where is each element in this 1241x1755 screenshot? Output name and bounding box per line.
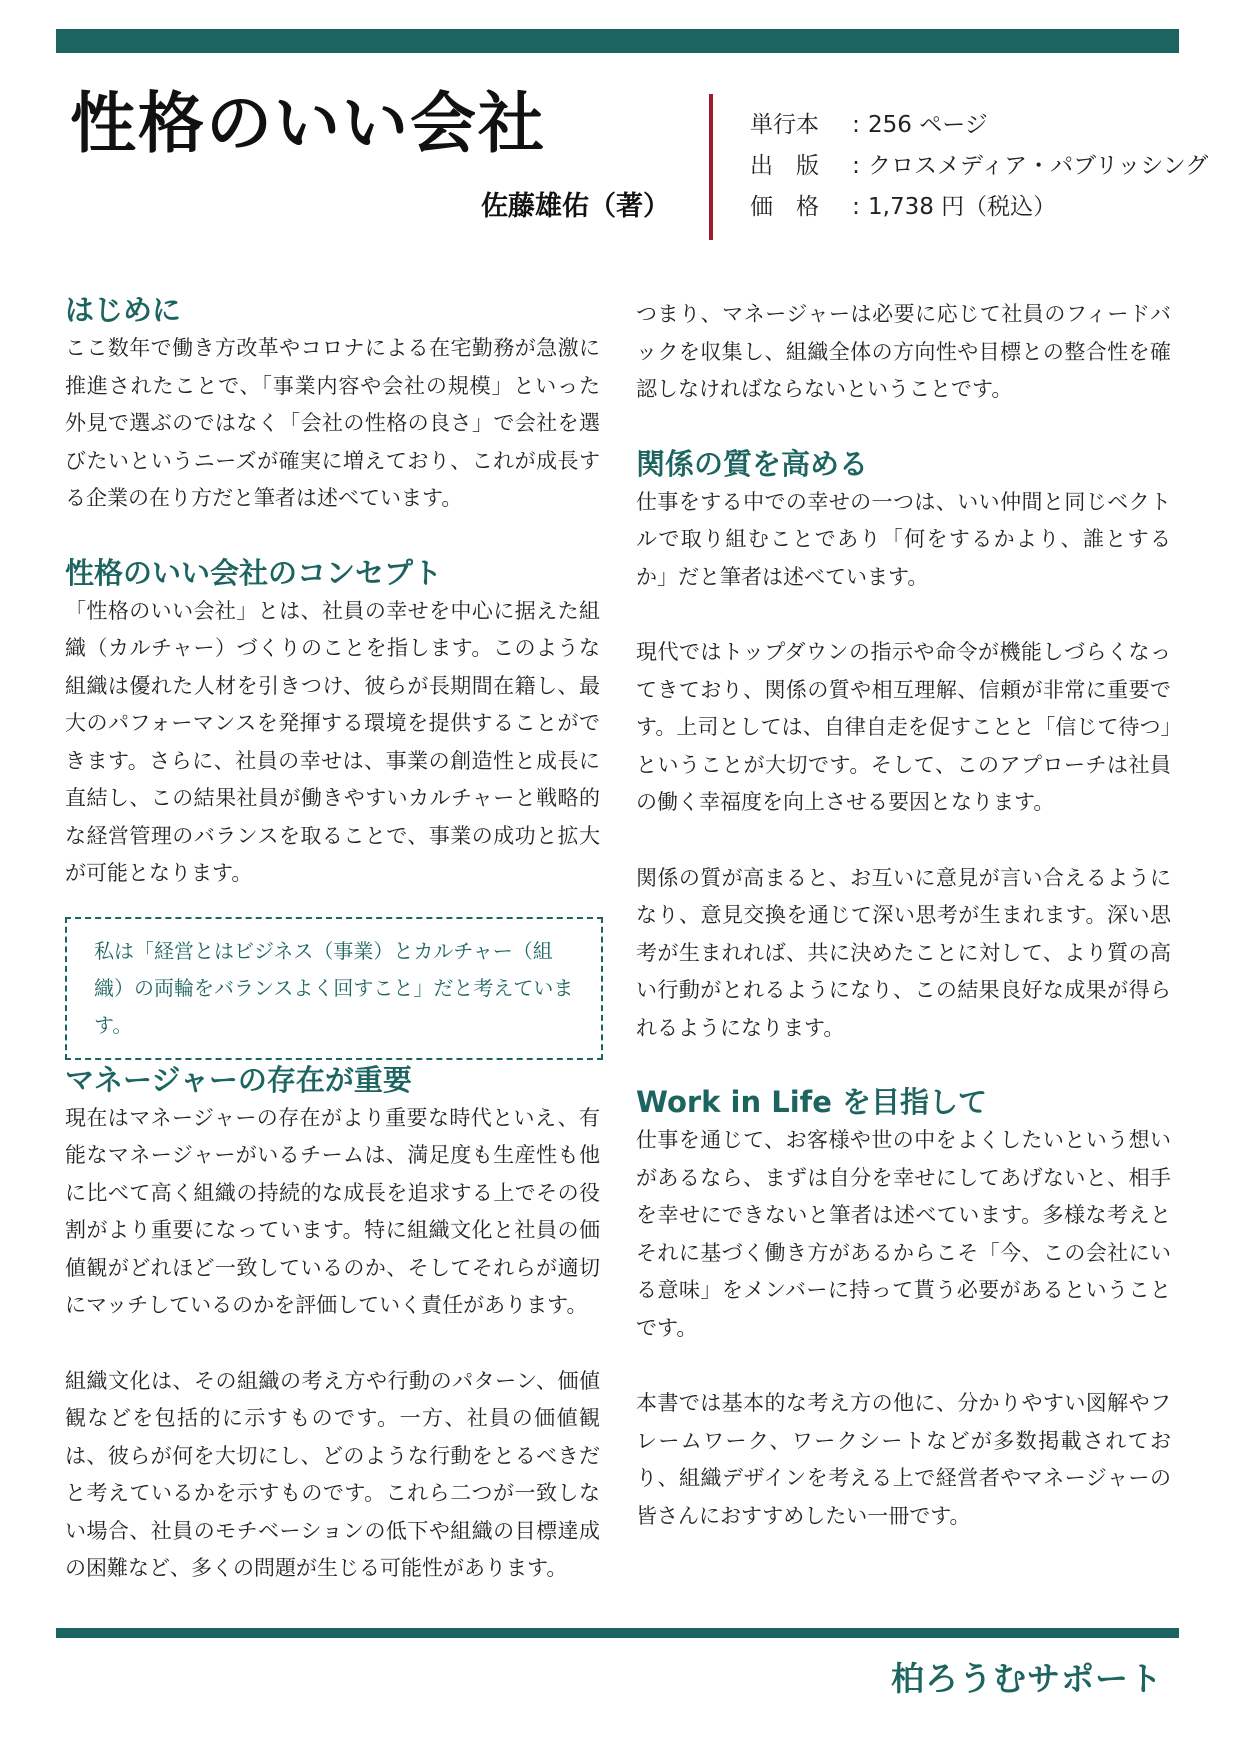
meta-value: 256 ページ	[868, 112, 988, 138]
meta-label: 単行本	[750, 112, 819, 138]
meta-publisher: 出 版 : クロスメディア・パブリッシング	[750, 146, 1208, 187]
meta-format: 単行本 : 256 ページ	[750, 105, 1208, 146]
footer-brand: 柏ろうむサポート	[891, 1659, 1163, 1698]
book-meta	[750, 105, 1208, 228]
section-heading-relationship: 関係の質を高める	[636, 446, 869, 481]
section-heading-intro: はじめに	[65, 293, 182, 327]
section-heading-manager: マネージャーの存在が重要	[65, 1062, 412, 1097]
section-heading-work-in-life: Work in Life を目指して	[636, 1085, 988, 1119]
meta-label: 出 版	[750, 153, 819, 179]
meta-value: クロスメディア・パブリッシング	[868, 153, 1209, 179]
section-paragraph: つまり、マネージャーは必要に応じて社員のフィードバックを収集し、組織全体の方向性や目標との整合性を確認しなければならないということです。	[636, 302, 1171, 401]
section-paragraph: 仕事をする中での幸せの一つは、いい仲間と同じベクトルで取り組むことであり「何をするかより、誰とするか」だと筆者は述べています。	[636, 489, 1171, 589]
book-title: 性格のいい会社	[70, 85, 546, 162]
top-accent-bar	[56, 29, 1179, 53]
section-paragraph: ここ数年で働き方改革やコロナによる在宅勤務が急激に推進されたことで、「事業内容や会社の規模」といった外見で選ぶのではなく「会社の性格の良さ」で会社を選びたいというニーズが確実に増えており、これが成長する企業の在り方だと筆者は述べています。	[65, 336, 600, 510]
section-paragraph: 現在はマネージャーの存在がより重要な時代といえ、有能なマネージャーがいるチームは、満足度も生産性も他に比べて高く組織の持続的な成長を追求する上でその役割がより重要になっています。特に組織文化と社員の価値観がどれほど一致しているのか、そしてそれらが適切にマッチしているのかを評価していく責任があります。	[65, 1105, 600, 1317]
section-paragraph: 本書では基本的な考え方の他に、分かりやすい図解やフレームワーク、ワークシートなどが多数掲載されており、組織デザインを考える上で経営者やマネージャーの皆さんにおすすめしたい一冊です。	[636, 1391, 1171, 1528]
bottom-accent-bar	[56, 1628, 1179, 1638]
meta-value: 1,738 円（税込）	[868, 194, 1057, 220]
section-paragraph: 「性格のいい会社」とは、社員の幸せを中心に据えた組織（カルチャー）づくりのことを指します。このような組織は優れた人材を引きつけ、彼らが長期間在籍し、最大のパフォーマンスを発揮する環境を提供することができます。さらに、社員の幸せは、事業の創造性と成長に直結し、この結果社員が働きやすいカルチャーと戦略的な経営管理のバランスを取ることで、事業の成功と拡大が可能となります。	[65, 598, 600, 885]
header-divider	[709, 94, 713, 240]
section-heading-concept: 性格のいい会社のコンセプト	[65, 555, 443, 590]
left-column	[65, 290, 600, 1588]
section-paragraph: 仕事を通じて、お客様や世の中をよくしたいという想いがあるなら、まずは自分を幸せにしてあげないと、相手を幸せにできないと筆者は述べています。多様な考えとそれに基づく働き方があるからこそ「今、この会社にいる意味」をメンバーに持って貰う必要があるということです。	[636, 1128, 1171, 1340]
meta-label: 価 格	[750, 194, 819, 220]
section-paragraph: 関係の質が高まると、お互いに意見が言い合えるようになり、意見交換を通じて深い思考が生まれます。深い思考が生まれれば、共に決めたことに対して、より質の高い行動がとれるようになり、この結果良好な成果が得られるようになります。	[636, 865, 1171, 1040]
book-author: 佐藤雄佑（著）	[481, 191, 670, 222]
right-column	[636, 296, 1171, 1535]
section-paragraph: 組織文化は、その組織の考え方や行動のパターン、価値観などを包括的に示すものです。一方、社員の価値観は、彼らが何を大切にし、どのような行動をとるべきだと考えているかを示すものです。これら二つが一致しない場合、社員のモチベーションの低下や組織の目標達成の困難など、多くの問題が生じる可能性があります。	[65, 1368, 600, 1580]
meta-price: 価 格 : 1,738 円（税込）	[750, 187, 1208, 228]
quote-text: 私は「経営とはビジネス（事業）とカルチャー（組織）の両輪をバランスよく回すこと」だと考えています。	[94, 938, 574, 1037]
quote-box	[65, 917, 603, 1060]
section-paragraph: 現代ではトップダウンの指示や命令が機能しづらくなってきており、関係の質や相互理解、信頼が非常に重要です。上司としては、自律自走を促すことと「信じて待つ」ということが大切です。そして、このアプローチは社員の働く幸福度を向上させる要因となります。	[636, 640, 1171, 814]
